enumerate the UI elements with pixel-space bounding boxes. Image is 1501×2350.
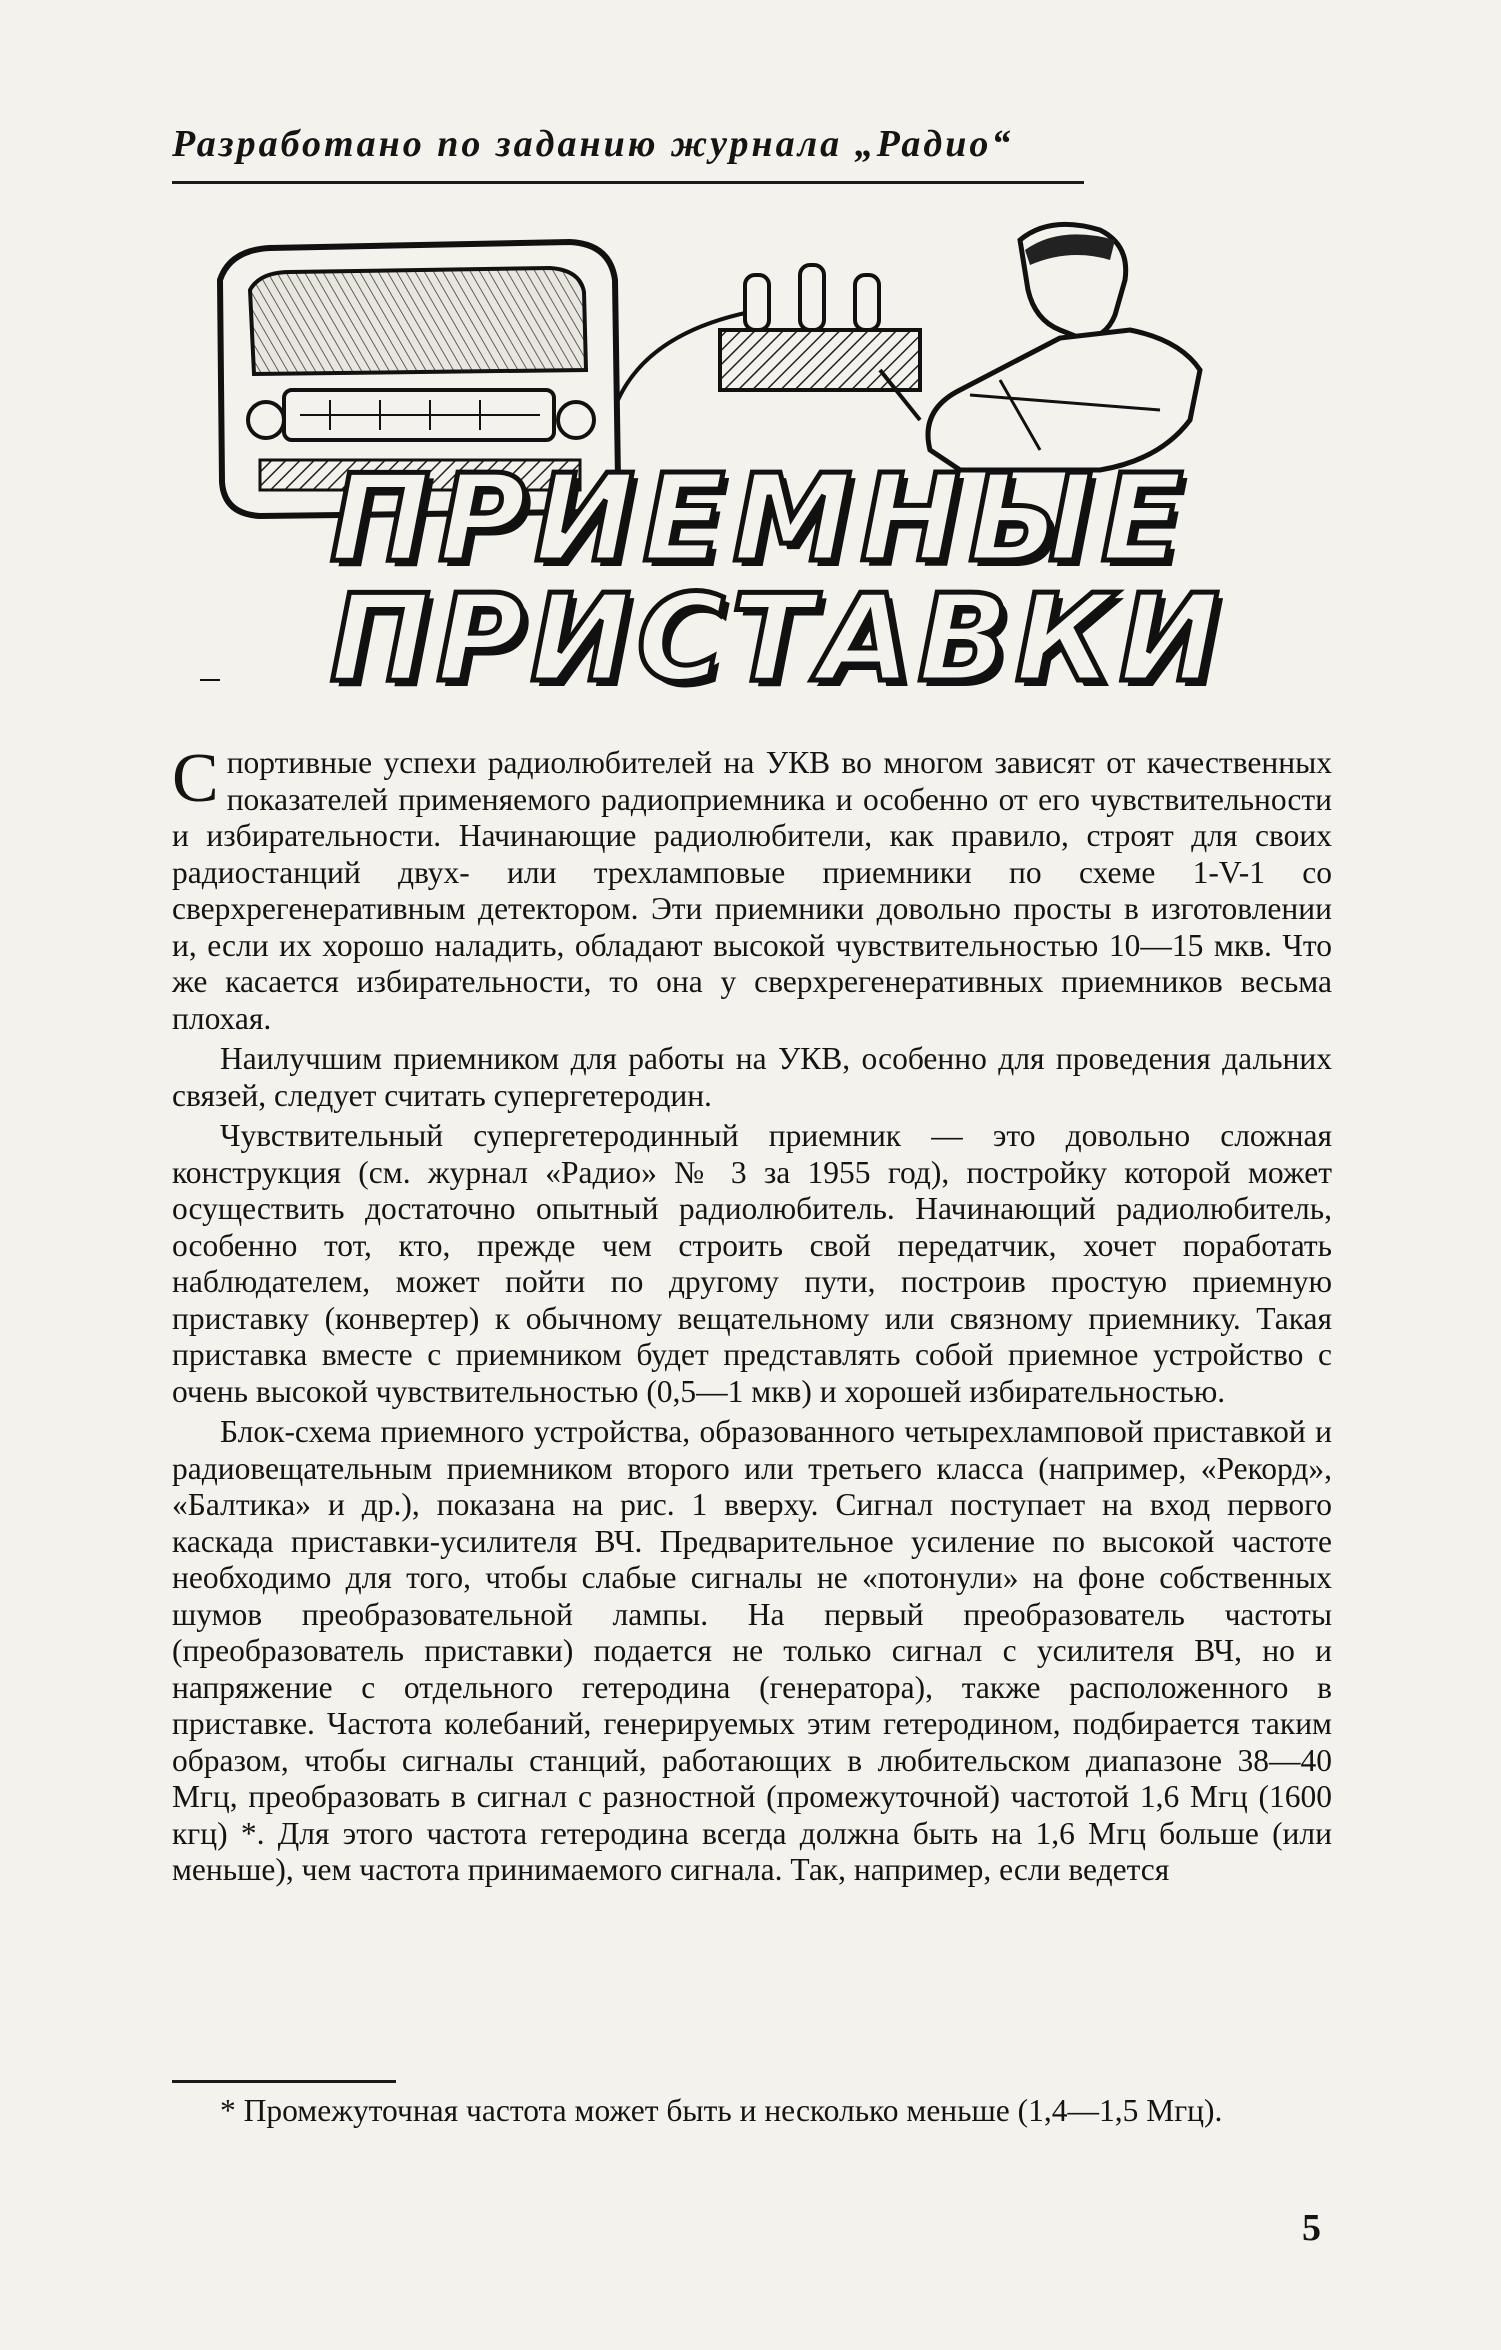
article-body bbox=[172, 740, 1332, 1893]
converter-box-drawing bbox=[720, 265, 920, 390]
header-credit: Разработано по заданию журнала „Радио“ bbox=[172, 123, 1014, 165]
paragraph-3: Чувствительный супергетеродинный приемник — это довольно сложная конструкция (см. журнал «Радио» № 3 за 1955 год), постройку которой может осуществить достаточно опытный радиолюбитель. Начинающий радиолюбитель, особенно тот, кто, прежде чем строить свой передатчик, хочет поработать наблюдателем, может пойти по другому пути, построив простую приемную приставку (конвертер) к обычному вещательному или связному приемнику. Такая приставка вместе с приемником будет представлять собой приемное устройство с очень высокой чувствительностью (0,5—1 мкв) и хорошей избирательностью. bbox=[172, 1118, 1332, 1409]
drop-cap: С bbox=[172, 740, 219, 817]
footnote bbox=[172, 2093, 1332, 2130]
paragraph-4: Блок-схема приемного устройства, образованного четырехламповой приставкой и радиовещательным приемником второго или третьего класса (например, «Рекорд», «Балтика» и др.), показана на рис. 1 вверху. Сигнал поступает на вход первого каскада приставки-усилителя ВЧ. Предварительное усиление по высокой частоте необходимо для того, чтобы слабые сигналы не «потонули» на фоне собственных шумов преобразовательной лампы. На первый преобразователь частоты (преобразователь приставки) подается не только сигнал с усилителя ВЧ, но и напряжение с отдельного гетеродина (генератора), также расположенного в приставке. Частота колебаний, генерируемых этим гетеродином, подбирается таким образом, чтобы сигналы станций, работающих в любительском диапазоне 38—40 Мгц, преобразовать в сигнал с разностной (промежуточной) частотой 1,6 Мгц (1600 кгц) *. Для этого частота гетеродина всегда должна быть на 1,6 Мгц больше (или меньше), чем частота принимаемого сигнала. Так, например, если ведется bbox=[172, 1414, 1332, 1887]
paragraph-1 bbox=[172, 740, 1332, 1037]
footnote-rule bbox=[172, 2080, 396, 2083]
footnote-text: * Промежуточная частота может быть и несколько меньше (1,4—1,5 Мгц). bbox=[220, 2093, 1223, 2128]
paragraph-1-text: портивные успехи радиолюбителей на УКВ во многом зависят от качественных показателей применяемого радиоприемника и особенно от его чувствительности и избирательности. Начинающие радиолюбители, как правило, строят для своих радиостанций двух- или трехламповые приемники по схеме 1-V-1 со сверхрегенеративным детектором. Эти приемники довольно просты в изготовлении и, если их хорошо наладить, обладают высокой чувствительностью 10—15 мкв. Что же касается избирательности, то она у сверхрегенеративных приемников весьма плохая. bbox=[172, 745, 1332, 1036]
operator-figure-drawing bbox=[880, 224, 1200, 470]
title-line-1: ПРИЕМНЫЕ bbox=[330, 450, 1191, 589]
title-line-2: ПРИСТАВКИ bbox=[330, 570, 1226, 709]
page-number: 5 bbox=[1302, 2207, 1321, 2249]
paragraph-2: Наилучшим приемником для работы на УКВ, особенно для проведения дальних связей, следует считать супергетеродин. bbox=[172, 1041, 1332, 1113]
header-rule bbox=[172, 181, 1084, 184]
